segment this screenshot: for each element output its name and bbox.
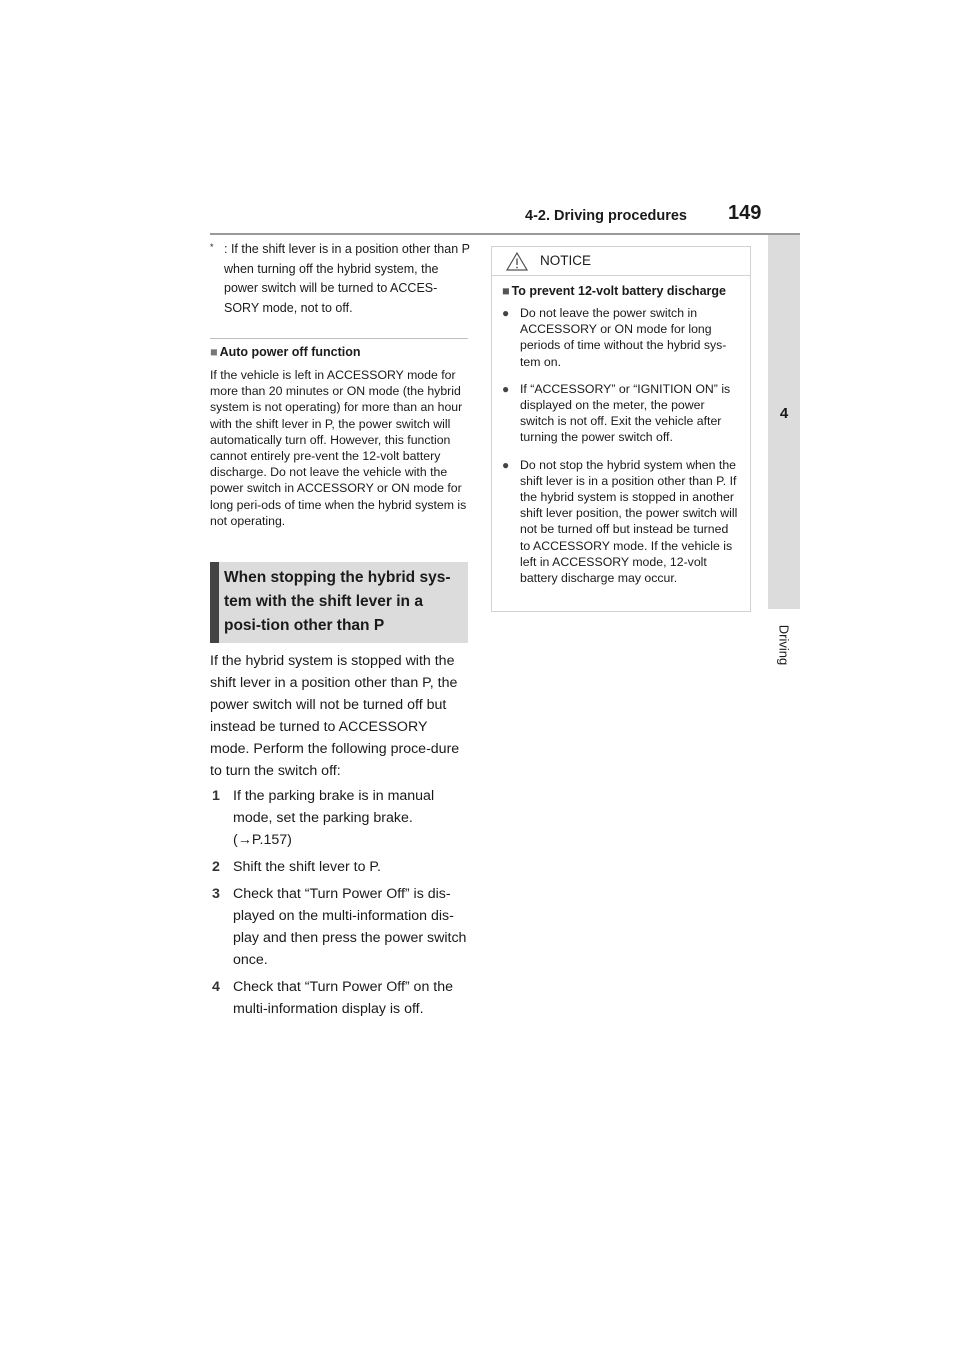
- auto-power-off-block: [210, 343, 468, 529]
- chapter-label: Driving: [776, 624, 792, 666]
- running-header-section: 4-2. Driving procedures: [525, 208, 687, 224]
- notice-box: [491, 246, 751, 612]
- square-bullet-icon: ■: [502, 284, 510, 298]
- step-number: 2: [212, 859, 220, 875]
- notice-subheading: ■ To prevent 12-volt battery discharge: [502, 284, 726, 298]
- procedure-step: [210, 856, 472, 878]
- procedure-steps: [210, 785, 472, 1025]
- step-text: If the parking brake is in manual mode, set the parking brake. (→P.157): [233, 788, 435, 848]
- page-number: 149: [728, 202, 762, 224]
- procedure-step: [210, 976, 472, 1020]
- main-paragraph: If the hybrid system is stopped with the shift lever in a position other than P, the power switch will not be turned off but instead be turned to ACCESSORY mode. Perform the following proce-dure to turn the switch off:: [210, 653, 460, 779]
- step-text: Check that “Turn Power Off” on the multi-information display is off.: [233, 979, 454, 1017]
- notice-body: [492, 276, 750, 586]
- auto-power-off-body: If the vehicle is left in ACCESSORY mode for more than 20 minutes or ON mode (the hybrid system is not operating) for more than an hour with the shift lever in P, the power switch will automatically turn off. However, this function cannot entirely pre-vent the 12-volt battery discharge. Do not leave the vehicle with the power switch in ACCESSORY or ON mode for long peri-ods of time when the hybrid system is not operating.: [210, 368, 467, 528]
- divider: [210, 338, 468, 339]
- notice-title: NOTICE: [540, 253, 592, 268]
- step-number: 1: [212, 788, 220, 804]
- procedure-step: [210, 785, 472, 851]
- step-text: Check that “Turn Power Off” is dis-played on the multi-information dis-play and then press the power switch once.: [233, 886, 467, 968]
- notice-header: [492, 247, 750, 276]
- chapter-side-tab: [768, 235, 800, 609]
- notice-bullet: ● If “ACCESSORY” or “IGNITION ON” is displayed on the meter, the power switch is not off. Exit the vehicle after turning the power switch off.: [502, 381, 731, 445]
- notice-bullet: ● Do not stop the hybrid system when the shift lever is in a position other than P. If the hybrid system is stopped in another shift lever position, the power switch will not be turned off but instead be turned to ACCESSORY mode. If the vehicle is left in ACCESSORY mode, 12-volt battery discharge may occur.: [502, 457, 738, 586]
- notice-bullet: ● Do not leave the power switch in ACCESSORY or ON mode for long periods of time without the hybrid sys-tem on.: [502, 306, 727, 369]
- step-number: 4: [212, 979, 220, 995]
- procedure-step: [210, 883, 472, 971]
- round-bullet-icon: ●: [502, 306, 510, 320]
- round-bullet-icon: ●: [502, 381, 510, 396]
- section-heading-box: [210, 562, 468, 643]
- chapter-number: 4: [779, 405, 789, 422]
- footnote-text: : If the shift lever is in a position other than P when turning off the hybrid system, the power switch will be turned to ACCES-SORY mode, not to off.: [224, 242, 470, 315]
- section-heading: When stopping the hybrid sys-tem with the shift lever in a posi-tion other than P: [224, 569, 451, 634]
- footnote: [210, 240, 472, 318]
- header-rule: [210, 233, 800, 235]
- round-bullet-icon: ●: [502, 457, 510, 472]
- section-heading-bar: [210, 562, 219, 643]
- warning-triangle-icon: [506, 252, 528, 271]
- square-bullet-icon: ■: [210, 345, 218, 359]
- auto-power-off-heading: ■ Auto power off function: [210, 345, 361, 359]
- step-number: 3: [212, 886, 220, 902]
- footnote-marker: *: [210, 242, 214, 252]
- step-text: Shift the shift lever to P.: [233, 859, 381, 875]
- chapter-label-container: [770, 617, 798, 673]
